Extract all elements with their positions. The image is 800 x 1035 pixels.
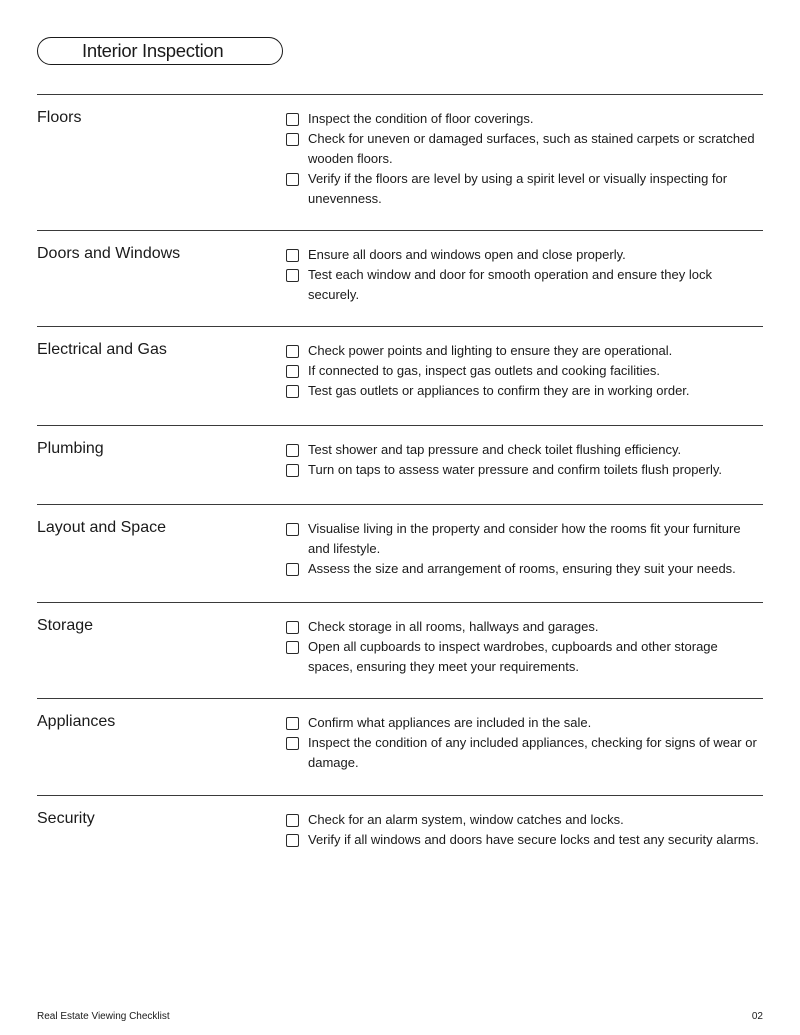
checklist-item [286,460,763,480]
section-title: Electrical and Gas [37,341,167,358]
footer-page-number: 02 [751,1011,763,1022]
checklist-item-text: Ensure all doors and windows open and close properly. [308,247,626,262]
page-title-text: Interior Inspection [82,40,224,61]
section-checklist [286,327,763,425]
checklist-item [286,440,763,460]
checklist-item-text: Open all cupboards to inspect wardrobes, cupboards and other storage spaces, ensuring they meet your requirements. [308,639,718,674]
checkbox-icon[interactable] [286,717,299,730]
checklist-item [286,559,763,579]
checklist-sections [37,94,763,891]
checklist-item [286,733,763,773]
checklist-item [286,169,763,209]
checkbox-icon[interactable] [286,385,299,398]
checklist-item-text: Visualise living in the property and consider how the rooms fit your furniture and lifestyle. [308,521,741,556]
checkbox-icon[interactable] [286,345,299,358]
checklist-item [286,617,763,637]
checklist-item-text: Assess the size and arrangement of rooms, ensuring they suit your needs. [308,561,736,576]
checklist-item [286,381,763,401]
checklist-item-text: Verify if the floors are level by using a spirit level or visually inspecting for unevenness. [308,171,728,206]
checklist-item-text: Verify if all windows and doors have secure locks and test any security alarms. [308,832,759,847]
checklist-item [286,830,763,850]
checklist-item [286,519,763,559]
section-checklist [286,505,763,602]
checklist-item [286,810,763,830]
checkbox-icon[interactable] [286,641,299,654]
checklist-section [37,94,763,230]
section-title: Storage [37,617,94,634]
checklist-item [286,109,763,129]
checkbox-icon[interactable] [286,269,299,282]
section-title: Security [37,810,95,827]
checklist-item [286,713,763,733]
checklist-section [37,326,763,425]
checklist-item-text: Inspect the condition of floor coverings. [308,111,534,126]
checkbox-icon[interactable] [286,834,299,847]
page-title [37,37,283,65]
checkbox-icon[interactable] [286,365,299,378]
checkbox-icon[interactable] [286,464,299,477]
checklist-section [37,425,763,504]
checklist-item-text: Test each window and door for smooth operation and ensure they lock securely. [308,267,712,302]
section-checklist [286,796,763,891]
checkbox-icon[interactable] [286,563,299,576]
checkbox-icon[interactable] [286,814,299,827]
checklist-item [286,129,763,169]
checklist-item-text: Inspect the condition of any included appliances, checking for signs of wear or damage. [308,735,757,770]
footer-document-name: Real Estate Viewing Checklist [37,1011,170,1022]
checkbox-icon[interactable] [286,113,299,126]
section-checklist [286,426,763,504]
checklist-section [37,602,763,698]
checklist-item [286,245,763,265]
checklist-section [37,504,763,602]
section-checklist [286,231,763,326]
checklist-section [37,230,763,326]
checkbox-icon[interactable] [286,621,299,634]
checklist-item-text: Check power points and lighting to ensure they are operational. [308,343,673,358]
checklist-item-text: Check for uneven or damaged surfaces, such as stained carpets or scratched wooden floors. [308,131,755,166]
checkbox-icon[interactable] [286,523,299,536]
section-title: Plumbing [37,440,104,457]
checklist-item [286,637,763,677]
section-title: Appliances [37,713,116,730]
checklist-item [286,361,763,381]
section-title: Floors [37,109,82,126]
checklist-section [37,795,763,891]
checklist-item-text: Check storage in all rooms, hallways and garages. [308,619,599,634]
checklist-item-text: If connected to gas, inspect gas outlets and cooking facilities. [308,363,660,378]
section-title: Layout and Space [37,519,166,536]
checkbox-icon[interactable] [286,133,299,146]
checklist-item [286,341,763,361]
section-checklist [286,699,763,795]
checklist-item [286,265,763,305]
checklist-item-text: Test shower and tap pressure and check toilet flushing efficiency. [308,442,682,457]
checklist-item-text: Confirm what appliances are included in the sale. [308,715,592,730]
section-checklist [286,95,763,230]
checkbox-icon[interactable] [286,249,299,262]
section-checklist [286,603,763,698]
checkbox-icon[interactable] [286,737,299,750]
checklist-section [37,698,763,795]
checkbox-icon[interactable] [286,173,299,186]
checklist-item-text: Test gas outlets or appliances to confirm they are in working order. [308,383,690,398]
checklist-item-text: Turn on taps to assess water pressure and confirm toilets flush properly. [308,462,723,477]
checkbox-icon[interactable] [286,444,299,457]
checklist-item-text: Check for an alarm system, window catches and locks. [308,812,624,827]
section-title: Doors and Windows [37,245,181,262]
